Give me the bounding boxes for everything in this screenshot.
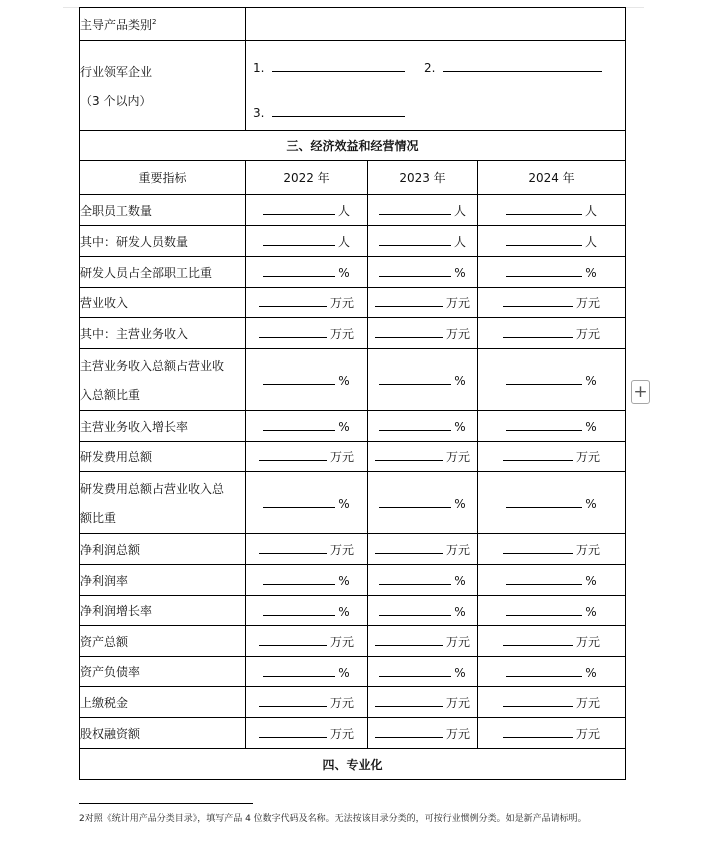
indicator-label: 净利润总额 [80,534,246,565]
unit-label: % [454,496,466,511]
value-cell-2022[interactable] [246,318,368,349]
indicator-row [80,718,626,749]
indicator-row [80,349,626,411]
unit-label: 万元 [576,450,601,464]
value-cell-2022[interactable] [246,626,368,657]
indicator-row [80,657,626,687]
value-cell-2023[interactable] [368,226,478,257]
unit-label: % [585,604,597,619]
leading-firm-1[interactable]: 1. [253,59,408,75]
value-cell-2022[interactable] [246,226,368,257]
indicator-label: 资产总额 [80,626,246,657]
value-cell-2024[interactable] [478,195,626,226]
fill-blank[interactable] [506,202,582,215]
unit-label: 万元 [576,695,601,710]
value-cell-2024[interactable] [478,596,626,626]
value-cell-2023[interactable] [368,596,478,626]
unit-label: % [585,665,597,680]
indicator-label: 资产负债率 [80,657,246,687]
unit-label: % [585,266,597,280]
indicator-label: 研发人员占全部职工比重 [80,257,246,288]
unit-label: 万元 [329,695,354,710]
header-2024: 2024 年 [478,161,626,195]
value-cell-2022[interactable] [246,442,368,472]
unit-label: 万元 [445,695,470,710]
value-cell-2022[interactable] [246,349,368,411]
value-cell-2024[interactable] [478,657,626,687]
fill-blank[interactable] [263,202,335,215]
unit-label: % [454,604,466,619]
indicator-label: 净利润增长率 [80,596,246,626]
value-cell-2022[interactable] [246,657,368,687]
header-2023: 2023 年 [368,161,478,195]
fill-blank[interactable] [259,325,327,338]
value-cell-2023[interactable] [368,718,478,749]
unit-label: 人 [337,234,350,249]
value-cell-2024[interactable] [478,472,626,534]
value-cell-2023[interactable] [368,318,478,349]
fill-blank[interactable] [506,264,582,277]
fill-blank[interactable] [375,541,443,554]
unit-label: 万元 [576,726,601,741]
indicator-row [80,288,626,318]
unit-label: % [454,373,466,388]
value-cell-2022[interactable] [246,257,368,288]
unit-label: 万元 [329,326,354,341]
fill-blank[interactable] [506,495,582,508]
fill-blank[interactable] [259,294,327,307]
fill-blank[interactable] [263,603,335,616]
indicator-label: 研发费用总额 [80,442,246,472]
unit-label: 万元 [445,326,470,341]
fill-blank[interactable] [375,325,443,338]
fill-blank[interactable] [506,372,582,385]
unit-label: % [338,420,350,434]
footnote-ref: 2 [152,17,157,26]
value-cell-2024[interactable] [478,411,626,442]
leading-firm-3[interactable]: 3. [253,104,408,120]
section-4-row [80,749,626,780]
unit-label: % [585,574,597,588]
unit-label: % [585,496,597,511]
fill-blank[interactable] [503,448,573,461]
unit-label: 万元 [329,542,354,557]
value-cell-2023[interactable] [368,565,478,596]
value-cell-2024[interactable] [478,349,626,411]
value-cell-2023[interactable] [368,257,478,288]
value-cell-2022[interactable] [246,195,368,226]
unit-label: % [454,266,466,280]
indicator-label: 股权融资额 [80,718,246,749]
value-cell-2022[interactable] [246,534,368,565]
unit-label: 万元 [576,542,601,557]
section-4-title: 四、专业化 [80,749,626,780]
value-cell-2022[interactable] [246,596,368,626]
fill-blank[interactable] [375,694,443,707]
fill-blank[interactable] [503,725,573,738]
fill-blank[interactable] [379,233,451,246]
unit-label: 万元 [445,450,470,464]
value-cell-2024[interactable] [478,534,626,565]
value-cell-2023[interactable] [368,411,478,442]
unit-label: % [338,373,350,388]
value-cell-2023[interactable] [368,195,478,226]
value-cell-2024[interactable] [478,565,626,596]
fill-blank[interactable] [263,572,335,585]
fill-blank[interactable] [259,541,327,554]
fill-blank[interactable] [263,418,335,431]
indicator-label: 主营业务收入总额占营业收 入总额比重 [80,349,246,411]
leading-firms-field[interactable] [246,41,626,131]
unit-label: 万元 [445,634,470,649]
value-cell-2024[interactable] [478,257,626,288]
footnote-separator [79,803,253,804]
indicator-row [80,687,626,718]
fill-blank[interactable] [503,541,573,554]
value-cell-2024[interactable] [478,687,626,718]
indicator-row [80,318,626,349]
indicator-row [80,596,626,626]
value-cell-2023[interactable] [368,657,478,687]
fill-blank[interactable] [506,418,582,431]
fill-blank[interactable] [259,694,327,707]
unit-label: 万元 [445,296,470,310]
fill-blank[interactable] [259,448,327,461]
indicator-row [80,626,626,657]
fill-blank[interactable] [379,202,451,215]
fill-blank[interactable] [375,448,443,461]
fill-blank[interactable] [375,633,443,646]
fill-blank[interactable] [506,233,582,246]
indicator-label: 营业收入 [80,288,246,318]
value-cell-2023[interactable] [368,288,478,318]
unit-label: 人 [585,203,598,218]
unit-label: 人 [453,203,466,218]
fill-blank[interactable] [503,694,573,707]
indicator-row [80,472,626,534]
value-cell-2023[interactable] [368,626,478,657]
unit-label: 万元 [329,450,354,464]
fill-blank[interactable] [375,294,443,307]
value-cell-2022[interactable] [246,718,368,749]
unit-label: % [338,496,350,511]
fill-blank[interactable] [503,294,573,307]
leading-firm-2[interactable]: 2. [424,59,605,75]
fill-blank[interactable] [379,264,451,277]
fill-blank[interactable] [506,572,582,585]
unit-label: 万元 [329,296,354,310]
unit-label: % [454,665,466,680]
fill-blank[interactable] [259,725,327,738]
value-cell-2023[interactable] [368,687,478,718]
unit-label: 万元 [445,726,470,741]
value-cell-2024[interactable] [478,288,626,318]
value-cell-2022[interactable] [246,472,368,534]
unit-label: 万元 [576,326,601,341]
value-cell-2024[interactable] [478,318,626,349]
unit-label: 人 [337,203,350,218]
indicator-row [80,226,626,257]
value-cell-2022[interactable] [246,288,368,318]
indicator-row [80,534,626,565]
table-header-row [80,161,626,195]
unit-label: 人 [585,234,598,249]
indicator-row [80,411,626,442]
value-cell-2023[interactable] [368,442,478,472]
footnote-text: 2对照《统计用产品分类目录》，填写产品 4 位数字代码及名称。无法按该目录分类的，可按行业惯例分类。如是新产品请标明。 [79,814,587,824]
fill-blank[interactable] [259,633,327,646]
value-cell-2022[interactable] [246,411,368,442]
value-cell-2024[interactable] [478,718,626,749]
unit-label: 万元 [576,296,601,310]
fill-blank[interactable] [506,603,582,616]
fill-blank[interactable] [263,372,335,385]
fill-blank[interactable] [263,264,335,277]
unit-label: % [338,665,350,680]
indicator-label: 净利润率 [80,565,246,596]
fill-blank[interactable] [375,725,443,738]
unit-label: % [585,420,597,434]
product-category-label: 主导产品类别$^2$ [80,8,246,41]
fill-blank[interactable] [379,603,451,616]
unit-label: % [338,266,350,280]
indicator-label: 其中：主营业务收入 [80,318,246,349]
value-cell-2023[interactable] [368,349,478,411]
indicator-label: 全职员工数量 [80,195,246,226]
fill-blank[interactable] [263,233,335,246]
indicator-row [80,442,626,472]
value-cell-2022[interactable] [246,565,368,596]
unit-label: % [454,420,466,434]
fill-blank[interactable] [379,495,451,508]
unit-label: % [454,574,466,588]
fill-blank[interactable] [379,372,451,385]
indicator-row [80,565,626,596]
value-cell-2022[interactable] [246,687,368,718]
fill-blank[interactable] [379,664,451,677]
fill-blank[interactable] [379,572,451,585]
unit-label: 万元 [329,634,354,649]
add-icon[interactable]: + [631,380,650,404]
unit-label: 万元 [576,634,601,649]
unit-label: 人 [453,234,466,249]
section-3-title: 三、经济效益和经营情况 [80,131,626,161]
unit-label: 万元 [329,726,354,741]
unit-label: 万元 [445,542,470,557]
fill-blank[interactable] [263,664,335,677]
indicator-label: 其中：研发人员数量 [80,226,246,257]
enterprise-info-form [79,7,626,780]
value-cell-2023[interactable] [368,472,478,534]
indicator-label: 上缴税金 [80,687,246,718]
leading-firms-label: 行业领军企业 （3 个以内） [80,41,246,131]
fill-blank[interactable] [263,495,335,508]
header-indicator: 重要指标 [80,161,246,195]
indicator-label: 主营业务收入增长率 [80,411,246,442]
unit-label: % [338,574,350,588]
indicator-row [80,195,626,226]
product-category-field[interactable] [246,8,626,41]
value-cell-2023[interactable] [368,534,478,565]
fill-blank[interactable] [506,664,582,677]
indicator-row [80,257,626,288]
section-3-row [80,131,626,161]
fill-blank[interactable] [503,633,573,646]
value-cell-2024[interactable] [478,626,626,657]
fill-blank[interactable] [379,418,451,431]
indicator-label: 研发费用总额占营业收入总 额比重 [80,472,246,534]
fill-blank[interactable] [503,325,573,338]
unit-label: % [338,604,350,619]
value-cell-2024[interactable] [478,442,626,472]
product-category-row [80,8,626,41]
value-cell-2024[interactable] [478,226,626,257]
leading-firms-row [80,41,626,131]
header-2022: 2022 年 [246,161,368,195]
unit-label: % [585,373,597,388]
